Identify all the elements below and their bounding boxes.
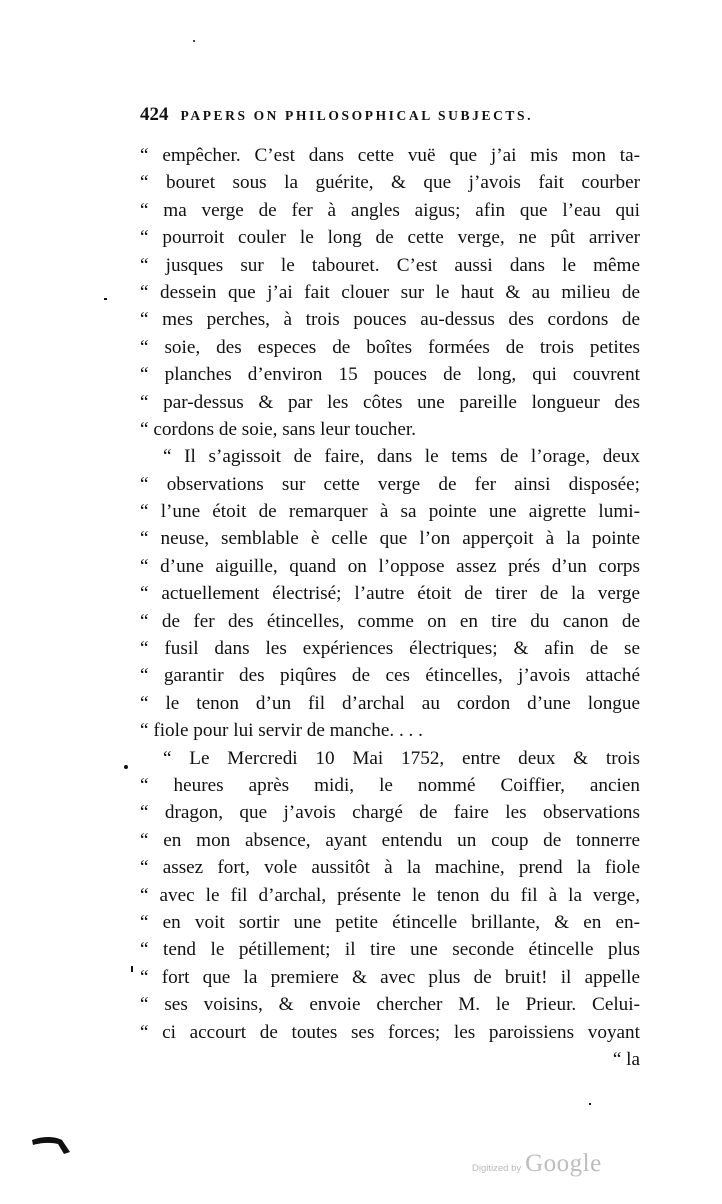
text-line: “ en voit sortir une petite étincelle brillante, & en en- [140, 911, 640, 933]
running-head: PAPERS ON PHILOSOPHICAL SUBJECTS. [180, 108, 534, 123]
text-line: “ dragon, que j’avois chargé de faire les observations [140, 802, 640, 824]
text-line: “ Il s’agissoit de faire, dans le tems de l’orage, deux [163, 446, 640, 468]
text-line: “ avec le fil d’archal, présente le tenon du fil à la verge, [140, 884, 640, 906]
text-line: “ heures après midi, le nommé Coiffier, ancien [140, 774, 640, 796]
text-line: “ planches d’environ 15 pouces de long, qui couvrent [140, 364, 640, 386]
ink-speck [131, 966, 133, 972]
text-line: “ bouret sous la guérite, & que j’avois fait courber [140, 172, 640, 194]
google-logo: Google [525, 1150, 602, 1177]
scan-artifact-mark [30, 1132, 74, 1156]
text-line: “ empêcher. C’est dans cette vuë que j’ai mis mon ta- [140, 145, 640, 166]
digitized-label: Digitized by [472, 1163, 522, 1174]
text-line: “ garantir des piqûres de ces étincelles, j’avois attaché [140, 665, 640, 687]
text-line: “ tend le pétillement; il tire une seconde étincelle plus [140, 939, 640, 961]
text-line: “ ci accourt de toutes ses forces; les paroissiens voyant [140, 1021, 640, 1043]
text-line: “ observations sur cette verge de fer ainsi disposée; [140, 473, 640, 495]
text-line: “ d’une aiguille, quand on l’oppose assez prés d’un corps [140, 555, 640, 577]
text-line: “ actuellement électrisé; l’autre étoit de tirer de la verge [140, 583, 640, 605]
text-line: “ neuse, semblable è celle que l’on apperçoit à la pointe [140, 528, 640, 550]
text-line: “ le tenon d’un fil d’archal au cordon d’une longue [140, 692, 640, 714]
ink-speck [193, 40, 195, 42]
page-number: 424 [140, 104, 169, 125]
ink-speck [124, 765, 128, 769]
page-body [140, 142, 640, 1073]
text-line: “ fiole pour lui servir de manche. . . . [140, 720, 423, 742]
text-line: “ fusil dans les expériences électriques; & afin de se [140, 638, 640, 660]
text-line: “ jusques sur le tabouret. C’est aussi dans le même [140, 254, 640, 276]
text-line: “ mes perches, à trois pouces au-dessus des cordons de [140, 309, 640, 331]
text-line: “ Le Mercredi 10 Mai 1752, entre deux & trois [163, 747, 640, 769]
text-line: “ ma verge de fer à angles aigus; afin que l’eau qui [140, 199, 640, 221]
text-line: “ assez fort, vole aussitôt à la machine, prend la fiole [140, 857, 640, 879]
ink-speck [589, 1103, 591, 1105]
ink-speck [104, 298, 107, 300]
text-line: “ en mon absence, ayant entendu un coup de tonnerre [140, 829, 640, 851]
text-line: “ soie, des especes de boîtes formées de trois petites [140, 336, 640, 358]
text-line: “ ses voisins, & envoie chercher M. le Prieur. Celui- [140, 994, 640, 1016]
text-line: “ l’une étoit de remarquer à sa pointe une aigrette lumi- [140, 501, 640, 523]
text-line: “ de fer des étincelles, comme on en tire du canon de [140, 610, 640, 632]
running-header [140, 104, 640, 128]
digitized-watermark [472, 1150, 602, 1178]
text-line: “ dessein que j’ai fait clouer sur le haut & au milieu de [140, 281, 640, 303]
catchword: “ la [612, 1048, 640, 1070]
text-line: “ pourroit couler le long de cette verge, ne pût arriver [140, 227, 640, 249]
text-line: “ fort que la premiere & avec plus de bruit! il appelle [140, 966, 640, 988]
text-line: “ cordons de soie, sans leur toucher. [140, 418, 417, 440]
text-line: “ par-dessus & par les côtes une pareille longueur des [140, 391, 640, 413]
